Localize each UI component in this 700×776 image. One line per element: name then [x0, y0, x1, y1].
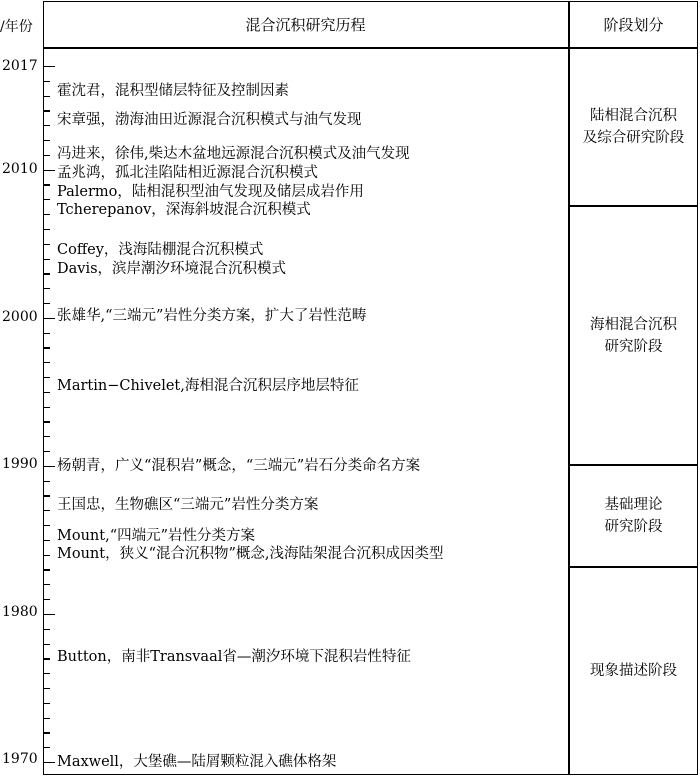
event-item: 杨朝青，广义“混积岩”概念，“三端元”岩石分类命名方案	[57, 458, 421, 474]
stage-line: 基础理论	[604, 497, 663, 513]
axis-tick	[43, 288, 50, 289]
event-item: Tcherepanov，深海斜坡混合沉积模式	[57, 202, 311, 218]
event-item: Mount，狭义“混合沉积物”概念,浅海陆架混合沉积成因类型	[57, 546, 444, 562]
axis-tick	[43, 110, 50, 111]
axis-tick	[43, 599, 50, 600]
axis-tick	[43, 407, 50, 408]
axis-tick	[43, 421, 50, 422]
event-item: Mount,“四端元”岩性分类方案	[57, 528, 256, 544]
axis-tick	[43, 81, 50, 82]
year-label-2000: 2000	[2, 309, 38, 325]
event-item: Button，南非Transvaal省—潮汐环境下混积岩性特征	[57, 649, 411, 665]
event-item: 冯进来，徐伟,柴达木盆地远源混合沉积模式及油气发现	[57, 146, 410, 162]
axis-tick	[43, 66, 55, 67]
event-item: Maxwell，大堡礁—陆屑颗粒混入礁体格架	[57, 754, 337, 770]
stage-line: 海相混合沉积	[590, 316, 677, 333]
stage-line: 研究阶段	[604, 519, 663, 535]
axis-tick	[43, 525, 50, 526]
axis-tick	[43, 96, 50, 97]
axis-tick	[43, 658, 50, 659]
axis-tick	[43, 199, 50, 200]
axis-tick	[43, 170, 55, 171]
axis-tick	[43, 584, 50, 585]
axis-tick	[43, 718, 50, 719]
stage-line: 现象描述阶段	[590, 663, 677, 679]
axis-tick	[43, 614, 55, 615]
axis-tick	[43, 214, 50, 215]
axis-tick	[43, 703, 50, 704]
axis-tick	[43, 510, 50, 511]
axis-tick	[43, 140, 50, 141]
year-label-2010: 2010	[2, 161, 38, 177]
axis-tick	[43, 362, 50, 363]
axis-tick	[43, 644, 50, 645]
axis-tick	[43, 259, 50, 260]
axis-tick	[43, 747, 50, 748]
event-item: Coffey，浅海陆棚混合沉积模式	[57, 242, 264, 258]
axis-tick	[43, 629, 50, 630]
axis-tick	[43, 229, 50, 230]
stage-phenomenon-description	[569, 568, 698, 774]
axis-tick	[43, 303, 50, 304]
axis-tick	[43, 318, 55, 319]
event-item: Martin−Chivelet,海相混合沉积层序地层特征	[57, 378, 359, 394]
axis-tick	[43, 451, 50, 452]
axis-tick	[43, 555, 50, 556]
year-label-1990: 1990	[2, 456, 38, 472]
axis-tick	[43, 155, 50, 156]
axis-tick	[43, 347, 50, 348]
year-label-1970: 1970	[2, 751, 38, 767]
event-item: 孟兆鸿，孤北洼陷陆相近源混合沉积模式	[57, 165, 318, 181]
event-item: 宋章强，渤海油田近源混合沉积模式与油气发现	[57, 112, 362, 128]
stage-continental-mixed	[569, 49, 698, 205]
event-item: 霍沈君，混积型储层特征及控制因素	[57, 83, 289, 99]
axis-tick	[43, 569, 50, 570]
stage-column-header: 阶段划分	[603, 16, 664, 34]
axis-tick	[43, 244, 50, 245]
axis-tick	[43, 495, 50, 496]
stage-line: 研究阶段	[604, 338, 663, 355]
axis-tick	[43, 688, 50, 689]
axis-tick	[43, 377, 50, 378]
event-item: Davis，滨岸潮汐环境混合沉积模式	[57, 261, 287, 277]
stage-basic-theory	[569, 466, 698, 566]
year-column-header: /年份	[0, 19, 33, 35]
axis-tick	[43, 184, 50, 185]
history-column-header: 混合沉积研究历程	[245, 16, 366, 34]
axis-tick	[43, 762, 55, 763]
axis-tick	[43, 436, 50, 437]
axis-tick	[43, 273, 50, 274]
axis-tick	[43, 125, 50, 126]
axis-tick	[43, 673, 50, 674]
axis-tick	[43, 540, 50, 541]
axis-tick	[43, 732, 50, 733]
stage-line: 及综合研究阶段	[582, 130, 685, 146]
stage-marine-mixed	[569, 207, 698, 464]
stage-line: 陆相混合沉积	[590, 108, 677, 124]
event-item: 张雄华,“三端元”岩性分类方案，扩大了岩性范畴	[57, 308, 367, 324]
axis-tick	[43, 481, 50, 482]
axis-tick	[43, 466, 55, 467]
event-item: 王国忠，生物礁区“三端元”岩性分类方案	[57, 497, 319, 513]
event-item: Palermo，陆相混积型油气发现及储层成岩作用	[57, 184, 364, 200]
year-label-2017: 2017	[2, 58, 38, 74]
axis-tick	[43, 333, 50, 334]
axis-tick	[43, 392, 50, 393]
year-label-1980: 1980	[2, 604, 38, 620]
